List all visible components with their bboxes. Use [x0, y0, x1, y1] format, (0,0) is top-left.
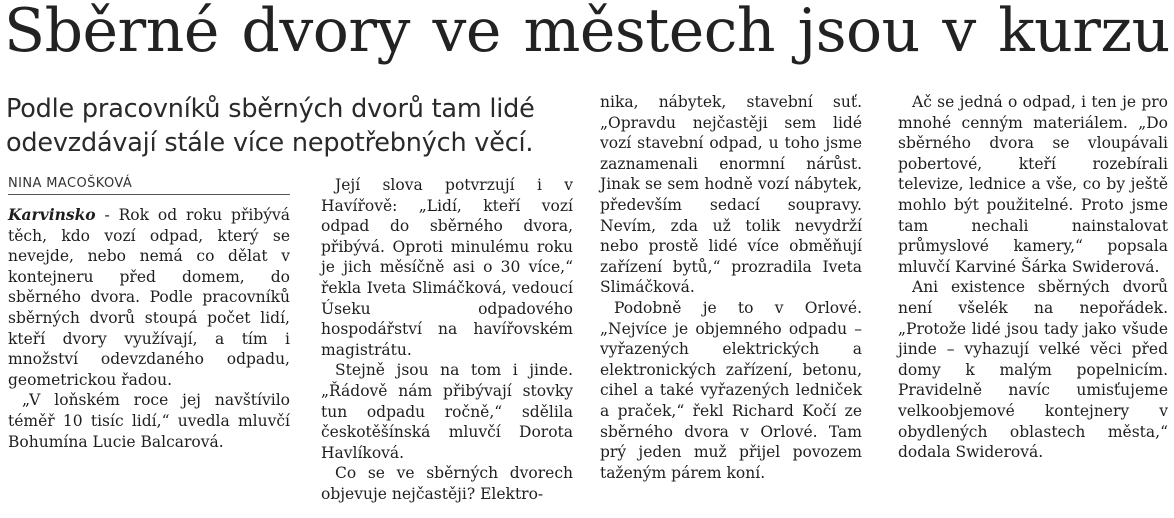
paragraph: Podobně je to v Orlové. „Nejvíce je objemného odpadu – vyřazených elektrických a elektronických zařízení, betonu, cihel a také vyřazených ledniček a praček,“ řekl Richard Kočí ze sběrného dvora v Orlové. Tam prý jeden muž přijel povozem taženým párem koní.: [600, 298, 862, 482]
paragraph: Stejně jsou na tom i jinde. „Řádově nám přibývají stovky tun odpadu ročně,“ sdělila českotěšínská mluvčí Dorota Havlíková.: [321, 361, 573, 462]
paragraph: Její slova potvrzují i v Havířově: „Lidí, kteří vozí odpad do sběrného dvora, přibývá. Oproti minulému roku je jich měsíčně asi o 30 více,“ řekla Iveta Slimáčková, vedoucí Úseku odpadového hospodářství na havířovském magistrátu.: [321, 176, 573, 359]
paragraph: [8, 205, 290, 390]
paragraph: „V loňském roce jej navštívilo téměř 10 tisíc lidí,“ uvedla mluvčí Bohumína Lucie Balcarová.: [8, 391, 290, 451]
paragraph: Ač se jedná o odpad, i ten je pro mnohé cenným materiálem. „Do sběrného dvora se vloupávali pobertové, kteří rozebírali televize, lednice a vše, co by ještě mohlo být použitelné. Proto jsme tam nechali nainstalovat průmyslové kamery,“ popsala mluvčí Karviné Šárka Swiderová.: [898, 93, 1168, 276]
byline: NINA MACOŠKOVÁ: [8, 176, 290, 195]
subheadline: Podle pracovníků sběrných dvorů tam lidé odevzdávají stále více nepotřebných věcí.: [6, 94, 535, 158]
paragraph: Co se ve sběrných dvorech objevuje nejčastěji? Elektro-: [321, 464, 573, 503]
dateline: Karvinsko: [8, 205, 96, 224]
paragraph: nika, nábytek, stavební suť. „Opravdu nejčastěji sem lidé vozí stavební odpad, u toho jsme zaznamenali enormní nárůst. Jinak se sem hodně vozí nábytek, především sedací soupravy. Nevím, zda už tolik nevydrží nebo prostě lidé více obměňují zařízení bytů,“ prozradila Iveta Slimáčková.: [600, 93, 862, 297]
paragraph-text: - Rok od roku přibývá těch, kdo vozí odpad, který se nevejde, nebo nemá co dělat v kontejneru před domem, do sběrného dvora. Podle pracovníků sběrných dvorů stoupá počet lidí, kteří dvory využívají, a tím i množství odevzdaného odpadu, geometrickou řadou.: [8, 206, 290, 389]
paragraph: Ani existence sběrných dvorů není všelék na nepořádek. „Protože lidé jsou tady jako všude jinde – vyhazují velké věci před domy k malým popelnicím. Pravidelně navíc umisťujeme velkoobjemové kontejnery v obydlených oblastech města,“ dodala Swiderová.: [898, 278, 1168, 462]
column-3: [600, 92, 862, 483]
headline: Sběrné dvory ve městech jsou v kurzu: [4, 0, 1170, 66]
column-2: [321, 175, 573, 505]
column-4: [898, 92, 1168, 463]
column-1: [8, 205, 290, 452]
